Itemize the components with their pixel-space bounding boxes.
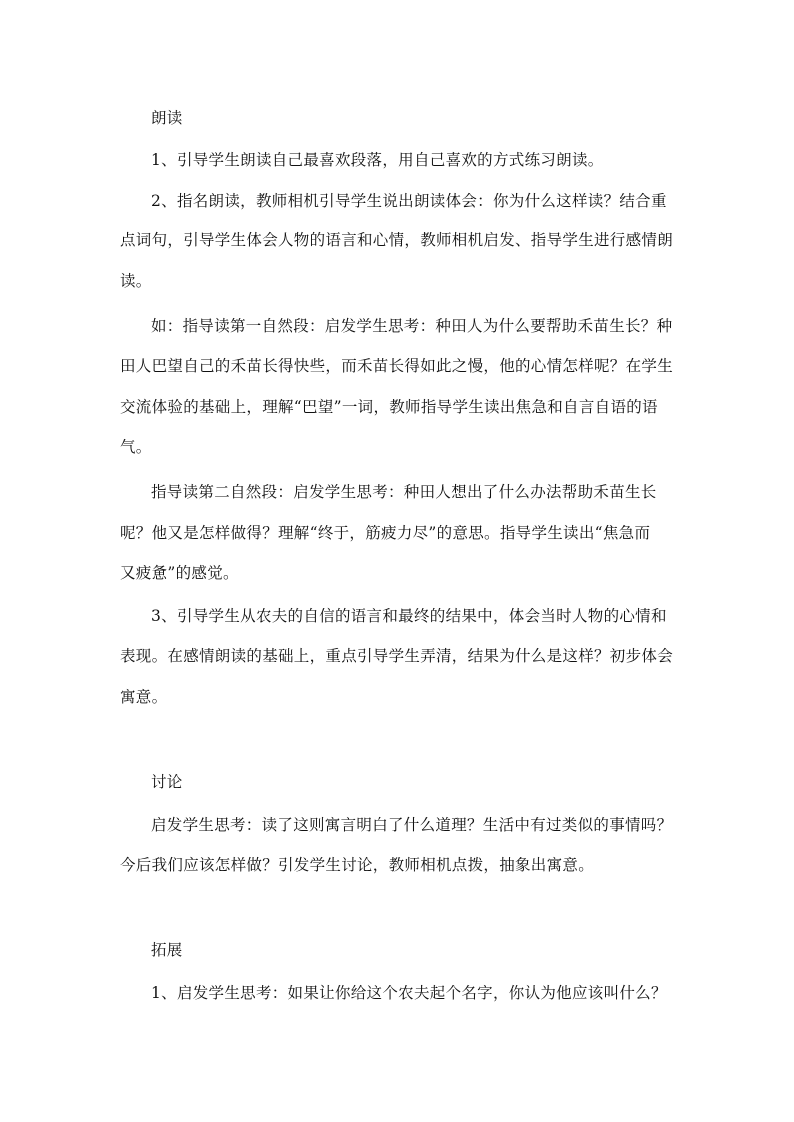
section-heading-extension: 拓展 (151, 941, 183, 959)
paragraph-line: 呢？他又是怎样做得？理解“终于，筋疲力尽”的意思。指导学生读出“焦急而 (120, 524, 651, 542)
paragraph-line: 3、引导学生从农夫的自信的语言和最终的结果中，体会当时人物的心情和 (151, 607, 667, 625)
paragraph-line: 今后我们应该怎样做？引发学生讨论，教师相机点拨，抽象出寓意。 (120, 856, 595, 874)
paragraph-line: 1、启发学生思考：如果让你给这个农夫起个名字，你认为他应该叫什么？ (151, 984, 667, 1002)
paragraph-line: 读。 (120, 272, 152, 290)
paragraph-line: 又疲惫”的感觉。 (120, 564, 239, 582)
paragraph-line: 2、指名朗读，教师相机引导学生说出朗读体会：你为什么这样读？结合重 (151, 192, 667, 210)
paragraph-line: 1、引导学生朗读自己最喜欢段落，用自己喜欢的方式练习朗读。 (151, 151, 604, 169)
paragraph-line: 启发学生思考：读了这则寓言明白了什么道理？生活中有过类似的事情吗？ (151, 816, 673, 834)
paragraph-line: 点词句，引导学生体会人物的语言和心情，教师相机启发、指导学生进行感情朗 (120, 231, 674, 249)
paragraph-line: 田人巴望自己的禾苗长得快些，而禾苗长得如此之慢，他的心情怎样呢？在学生 (120, 357, 674, 375)
section-heading-discussion: 讨论 (151, 773, 183, 791)
paragraph-line: 交流体验的基础上，理解“巴望”一词，教师指导学生读出焦急和自言自语的语 (120, 398, 658, 416)
paragraph-line: 如：指导读第一自然段：启发学生思考：种田人为什么要帮助禾苗生长？种 (151, 317, 673, 335)
section-heading-reading: 朗读 (151, 109, 183, 127)
paragraph-line: 表现。在感情朗读的基础上，重点引导学生弄清，结果为什么是这样？初步体会 (120, 647, 674, 665)
paragraph-line: 寓意。 (120, 688, 168, 706)
paragraph-line: 指导读第二自然段：启发学生思考：种田人想出了什么办法帮助禾苗生长 (151, 483, 657, 501)
paragraph-line: 气。 (120, 438, 152, 456)
